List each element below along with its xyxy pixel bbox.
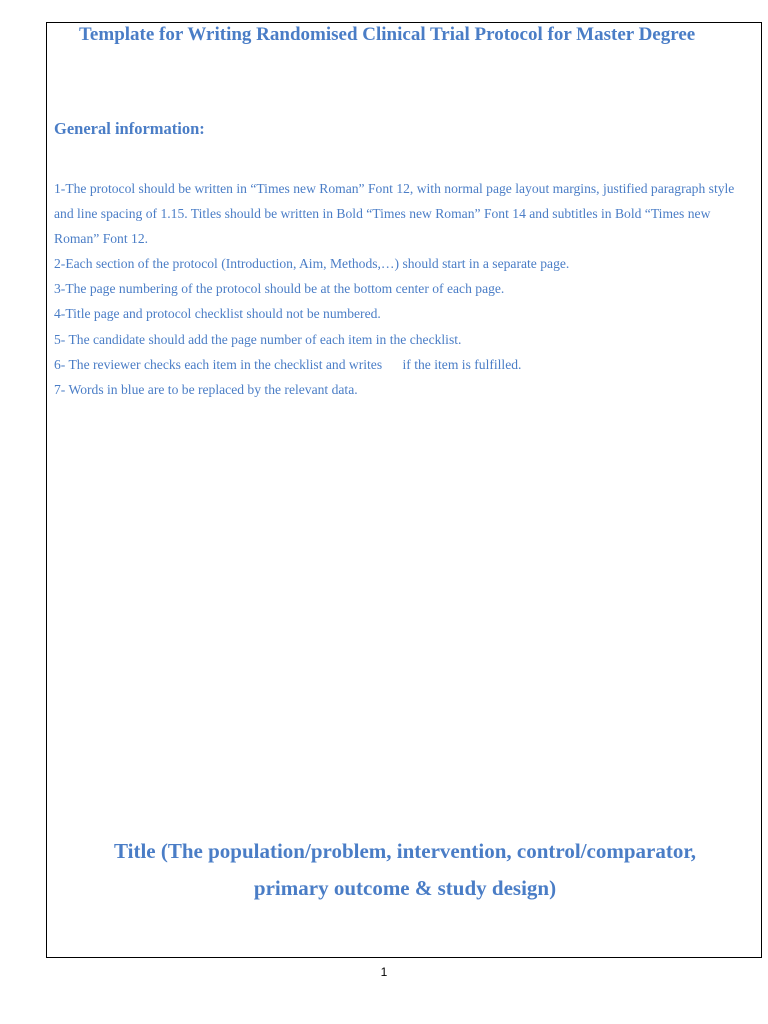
info-item-2: 2-Each section of the protocol (Introduction, Aim, Methods,…) should start in a separate page. <box>54 256 570 272</box>
protocol-title-line-1: Title (The population/problem, intervention, control/comparator, <box>114 839 696 863</box>
document-title: Template for Writing Randomised Clinical Trial Protocol for Master Degree <box>79 24 696 45</box>
protocol-title-line-2: primary outcome & study design) <box>253 876 557 900</box>
info-item-7: 7- Words in blue are to be replaced by the relevant data. <box>54 381 358 397</box>
protocol-title-placeholder <box>60 833 750 907</box>
info-item-6: 6- The reviewer checks each item in the checklist and writes if the item is fulfilled. <box>54 356 522 372</box>
info-item-1: 1-The protocol should be written in “Times new Roman” Font 12, with normal page layout margins, justified paragraph style and line spacing of 1.15. Titles should be written in Bold “Times new Roman” Font 14 and subtitles in Bold “Times new Roman” Font 12. <box>54 181 735 247</box>
info-item-3: 3-The page numbering of the protocol should be at the bottom center of each page. <box>54 281 505 297</box>
info-item-4: 4-Title page and protocol checklist should not be numbered. <box>54 306 381 322</box>
page-border-frame <box>46 22 762 958</box>
info-item-5: 5- The candidate should add the page number of each item in the checklist. <box>54 331 462 347</box>
general-information-heading: General information: <box>54 119 205 138</box>
general-information-list <box>54 176 744 402</box>
page-number: 1 <box>380 965 388 979</box>
